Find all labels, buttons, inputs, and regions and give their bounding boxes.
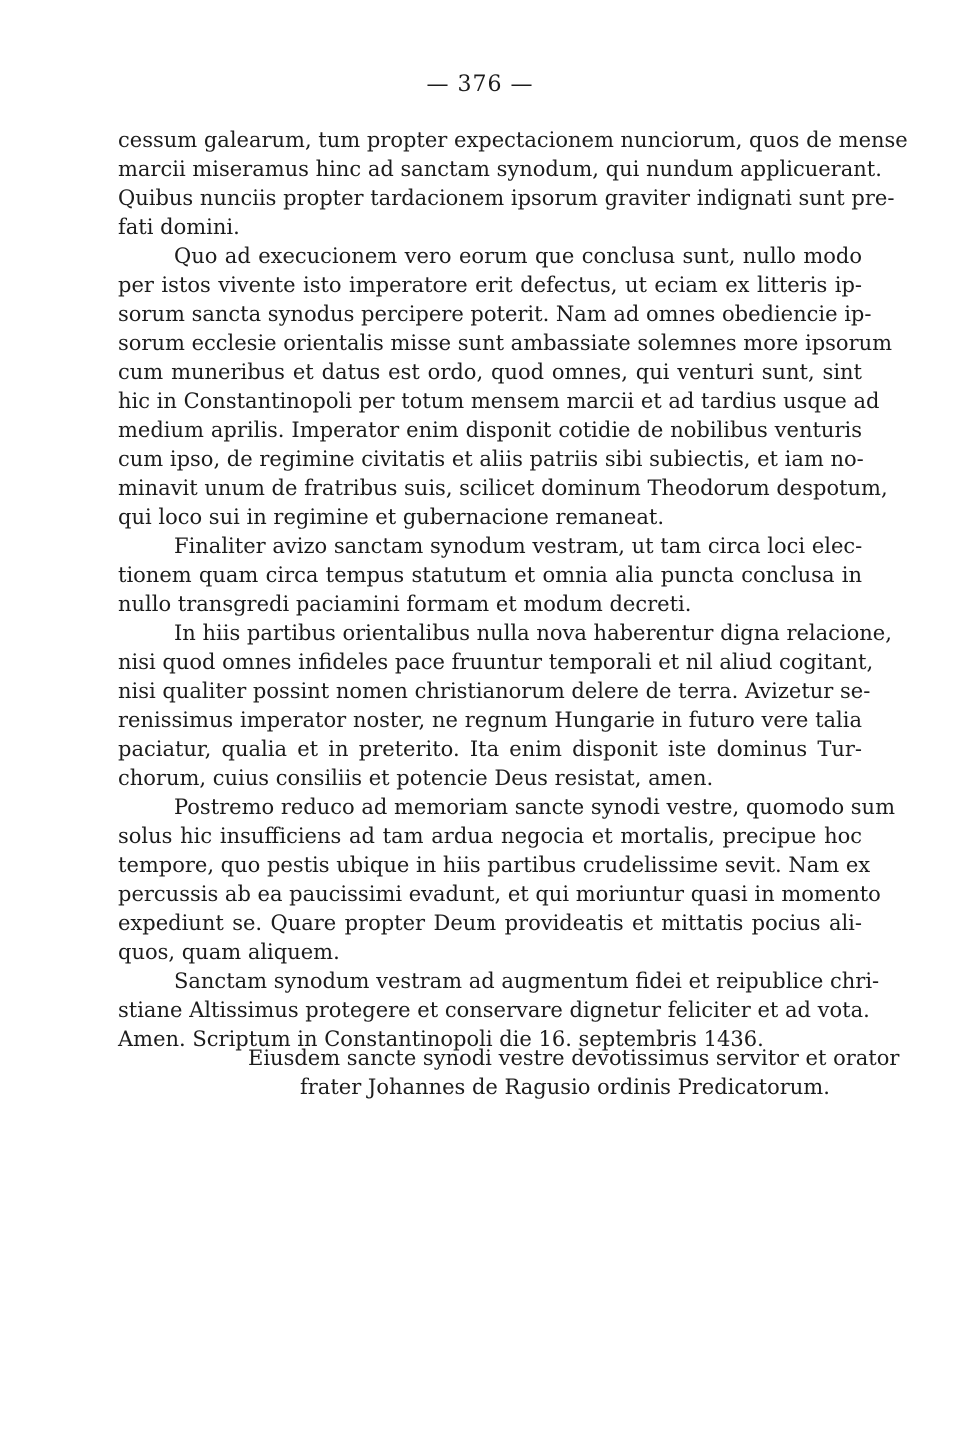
text-line: tionem quam circa tempus statutum et omnia alia puncta conclusa in	[118, 563, 862, 587]
text-line: paciatur, qualia et in preterito. Ita enim disponit iste dominus Tur-	[118, 737, 862, 761]
text-line: percussis ab ea paucissimi evadunt, et qui moriuntur quasi in momento	[118, 882, 881, 906]
text-line: sorum sancta synodus percipere poterit. Nam ad omnes obediencie ip-	[118, 302, 872, 326]
text-line: nisi quod omnes infideles pace fruuntur temporali et nil aliud cogitant,	[118, 650, 874, 674]
text-line: stiane Altissimus protegere et conservare dignetur feliciter et ad vota.	[118, 998, 870, 1022]
text-line: cessum galearum, tum propter expectacionem nunciorum, quos de mense	[118, 128, 908, 152]
text-line: renissimus imperator noster, ne regnum Hungarie in futuro vere talia	[118, 708, 862, 732]
text-line: medium aprilis. Imperator enim disponit cotidie de nobilibus venturis	[118, 418, 862, 442]
text-line: per istos vivente isto imperatore erit defectus, ut eciam ex litteris ip-	[118, 273, 862, 297]
text-line: nisi qualiter possint nomen christianorum delere de terra. Avizetur se-	[118, 679, 871, 703]
text-line: Amen. Scriptum in Constantinopoli die 16. septembris 1436.	[118, 1027, 764, 1051]
text-line: sorum ecclesie orientalis misse sunt ambassiate solemnes more ipsorum	[118, 331, 893, 355]
text-line: solus hic insufficiens ad tam ardua negocia et mortalis, precipue hoc	[118, 824, 862, 848]
paragraph	[118, 532, 862, 619]
paragraph	[118, 126, 908, 242]
text-line: In hiis partibus orientalibus nulla nova haberentur digna relacione,	[174, 621, 892, 645]
text-line: fati domini.	[118, 215, 240, 239]
paragraph	[118, 967, 880, 1054]
paragraph	[118, 242, 893, 532]
text-line: marcii miseramus hinc ad sanctam synodum, qui nundum applicuerant.	[118, 157, 882, 181]
text-line: Quo ad execucionem vero eorum que conclusa sunt, nullo modo	[174, 244, 862, 268]
page-number: — 376 —	[426, 72, 534, 97]
paragraph	[118, 793, 895, 967]
paragraph	[118, 619, 892, 793]
text-line: quos, quam aliquem.	[118, 940, 340, 964]
text-line: expediunt se. Quare propter Deum provideatis et mittatis pocius ali-	[118, 911, 862, 935]
text-line: Finaliter avizo sanctam synodum vestram, ut tam circa loci elec-	[174, 534, 863, 558]
text-line: qui loco sui in regimine et gubernacione remaneat.	[118, 505, 664, 529]
text-line: chorum, cuius consiliis et potencie Deus resistat, amen.	[118, 766, 714, 790]
text-line: cum muneribus et datus est ordo, quod omnes, qui venturi sunt, sint	[118, 360, 862, 384]
text-line: minavit unum de fratribus suis, scilicet dominum Theodorum despotum,	[118, 476, 888, 500]
text-line: nullo transgredi paciamini formam et modum decreti.	[118, 592, 692, 616]
signature-line-1: Eiusdem sancte synodi vestre devotissimus servitor et orator	[248, 1046, 900, 1070]
text-line: cum ipso, de regimine civitatis et aliis patriis sibi subiectis, et iam no-	[118, 447, 864, 471]
text-line: Sanctam synodum vestram ad augmentum fidei et reipublice chri-	[174, 969, 880, 993]
signature-line-2: frater Johannes de Ragusio ordinis Predicatorum.	[300, 1075, 830, 1099]
text-line: Quibus nunciis propter tardacionem ipsorum graviter indignati sunt pre-	[118, 186, 895, 210]
text-line: hic in Constantinopoli per totum mensem marcii et ad tardius usque ad	[118, 389, 880, 413]
text-line: tempore, quo pestis ubique in hiis partibus crudelissime sevit. Nam ex	[118, 853, 871, 877]
text-line: Postremo reduco ad memoriam sancte synodi vestre, quomodo sum	[174, 795, 895, 819]
letter-body	[118, 126, 908, 1054]
